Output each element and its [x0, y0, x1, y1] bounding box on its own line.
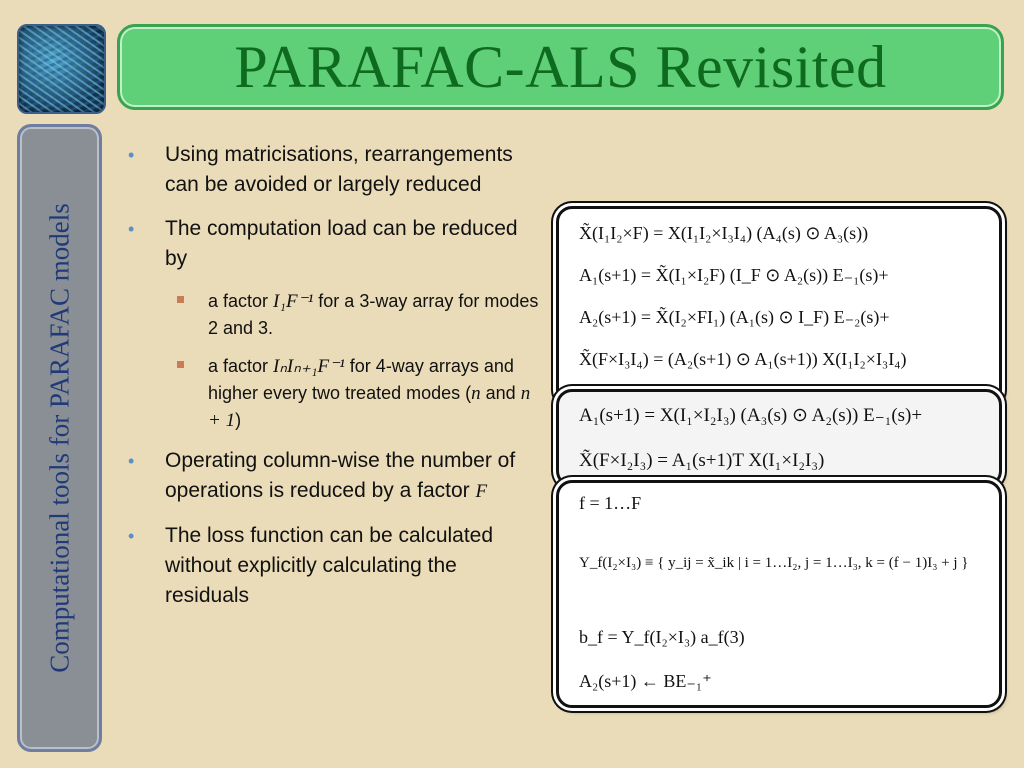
square-bullet-icon — [177, 296, 184, 303]
side-title: Computational tools for PARAFAC models — [44, 203, 74, 673]
sub-bullet-2-and: and — [480, 383, 521, 403]
sub-bullet-2-n: n — [471, 383, 481, 404]
sub-bullet-2-math: IₙIₙ₊₁F⁻¹ — [273, 356, 345, 377]
sub-bullet-2-n1: n + 1 — [208, 383, 531, 431]
bullet-dot-icon: • — [128, 145, 135, 165]
sub-bullet-2-end: ) — [235, 410, 242, 430]
bullet-3-text: Operating column-wise the number of operations is reduced by a factor — [165, 449, 516, 502]
equation-line: X̃(F×I₃I₄) = (A₂(s+1) ⊙ A₁(s+1)) X(I₁I₂×I₃I₄) — [579, 349, 907, 369]
title-banner — [117, 24, 1004, 110]
bullet-4 — [128, 521, 543, 611]
bullet-1-text: Using matricisations, rearrangements can be avoided or largely reduced — [165, 143, 513, 196]
equation-line: Y_f(I₂×I₃) ≡ { y_ij = x̃_ik | i = 1…I₂, j = 1…I₃, k = (f − 1)I₃ + j } — [579, 555, 969, 571]
bullet-2 — [128, 214, 543, 274]
sub-bullet-2 — [126, 353, 543, 434]
bullet-4-text: The loss function can be calculated without explicitly calculating the residuals — [165, 524, 494, 607]
sub-bullet-2-mid: for 4-way arrays and higher every two treated modes ( — [208, 356, 514, 403]
equation-line: A₂(s+1) = X̃(I₂×FI₁) (A₁(s) ⊙ I_F) E₋₂(s)+ — [579, 307, 890, 327]
sub-bullet-1-post: for a 3-way array for modes 2 and 3. — [208, 291, 539, 338]
sub-bullet-1-math: I₁F⁻¹ — [273, 291, 314, 312]
side-banner — [17, 124, 102, 752]
equation-line: b_f = Y_f(I₂×I₃) a_f(3) — [579, 627, 745, 647]
equation-line: X̃(I₁I₂×F) = X(I₁I₂×I₃I₄) (A₄(s) ⊙ A₃(s)) — [579, 223, 869, 243]
sub-bullet-1 — [126, 288, 543, 341]
bullet-1 — [128, 140, 543, 200]
equation-line: f = 1…F — [579, 493, 642, 513]
logo-image — [17, 24, 106, 114]
bullet-3-math: F — [475, 481, 488, 502]
bullet-list — [128, 140, 543, 625]
bullet-dot-icon: • — [128, 219, 135, 239]
equation-line: A₁(s+1) = X̃(I₁×I₂F) (I_F ⊙ A₂(s)) E₋₁(s)+ — [579, 265, 889, 285]
equation-line: A₂(s+1) ← BE₋₁⁺ — [579, 671, 712, 691]
equation-card-3way — [556, 389, 1002, 487]
equation-card-columnwise — [556, 480, 1002, 708]
sub-bullet-2-pre: a factor — [208, 356, 274, 376]
equation-line: A₁(s+1) = X(I₁×I₂I₃) (A₃(s) ⊙ A₂(s)) E₋₁(s)+ — [579, 405, 923, 426]
bullet-3 — [128, 446, 543, 507]
equation-card-4way — [556, 206, 1002, 406]
sub-bullet-1-pre: a factor — [208, 291, 274, 311]
bullet-dot-icon: • — [128, 451, 135, 471]
bullet-dot-icon: • — [128, 526, 135, 546]
bullet-2-text: The computation load can be reduced by — [165, 217, 518, 270]
equation-line: X̃(F×I₂I₃) = A₁(s+1)T X(I₁×I₂I₃) — [579, 450, 825, 471]
square-bullet-icon — [177, 361, 184, 368]
slide-title: PARAFAC-ALS Revisited — [234, 33, 887, 100]
